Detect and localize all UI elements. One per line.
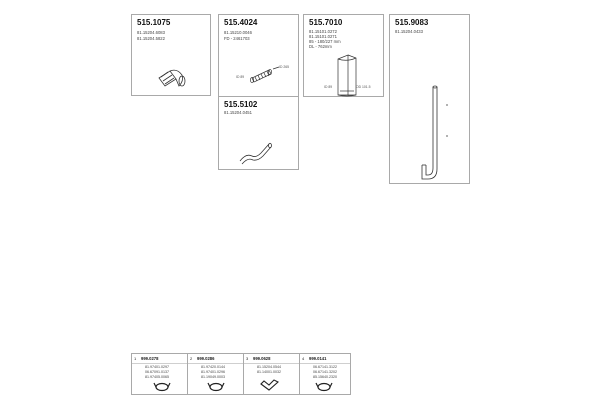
silencer-drawing: [304, 15, 385, 98]
dimension-label: ID 265: [279, 65, 289, 69]
oe-reference: 81.97401.0297: [145, 365, 169, 369]
exhaust-elbow-pipe-drawing: [132, 15, 212, 97]
oe-reference: 81.97401.0296: [201, 370, 225, 374]
item-index: 2: [190, 356, 193, 361]
oe-reference: 81.19049.0003: [201, 375, 225, 379]
tail-pipe-drawing: [390, 15, 471, 185]
part-number: 515.4024: [224, 18, 258, 27]
accessory-item[interactable]: [132, 354, 188, 394]
part-number: 999.0628: [253, 356, 271, 361]
part-number: 515.9083: [395, 18, 429, 27]
item-index: 3: [246, 356, 249, 361]
dimension-label: ID 89: [236, 75, 245, 79]
dimension-label: ID 89: [324, 85, 333, 89]
oe-reference: 06.67141.3122: [313, 365, 337, 369]
bracket-drawing: [244, 354, 300, 394]
oe-reference: 81.15101.0272: [309, 29, 337, 34]
oe-reference: 81.15101.0271: [309, 34, 337, 39]
dimension-label: OD 101.5: [356, 85, 371, 89]
accessories-strip: [131, 353, 351, 395]
clamp-drawing: [300, 354, 350, 394]
part-card-515-1075[interactable]: [131, 14, 211, 96]
part-card-515-9083[interactable]: [389, 14, 470, 184]
part-number: 515.7010: [309, 18, 343, 27]
part-number: 999.0141: [309, 356, 327, 361]
part-number: 515.5102: [224, 100, 258, 109]
part-number: 999.0286: [197, 356, 215, 361]
oe-reference: DL - 762mm: [309, 44, 332, 49]
oe-reference: 81.15204.5822: [137, 36, 165, 41]
accessory-item[interactable]: [188, 354, 244, 394]
oe-reference: 81.15204.0544: [257, 365, 281, 369]
oe-reference: 06.67091.0137: [145, 370, 169, 374]
part-card-515-7010[interactable]: [303, 14, 384, 97]
oe-reference: 81.15204.0433: [395, 29, 423, 34]
oe-reference: 81.14001.0032: [257, 370, 281, 374]
oe-reference: 81.97420.0144: [201, 365, 225, 369]
flexible-hose-drawing: [219, 15, 300, 98]
item-index: 4: [302, 356, 305, 361]
part-number: 515.1075: [137, 18, 171, 27]
intermediate-pipe-drawing: [219, 97, 300, 171]
part-number: 999.0278: [141, 356, 159, 361]
clamp-drawing: [188, 354, 244, 394]
oe-reference: 85.15640.2320: [313, 375, 337, 379]
oe-reference: 81.15210.0046: [224, 30, 252, 35]
item-index: 1: [134, 356, 137, 361]
part-card-515-4024[interactable]: [218, 14, 299, 97]
oe-reference: 81.15204.6083: [137, 30, 165, 35]
accessory-item[interactable]: [300, 354, 350, 394]
oe-reference: FD - 2461703: [224, 36, 250, 41]
accessory-item[interactable]: [244, 354, 300, 394]
oe-reference: 81.97405.0065: [145, 375, 169, 379]
part-card-515-5102[interactable]: [218, 96, 299, 170]
clamp-drawing: [132, 354, 188, 394]
oe-reference: 85 - 180/227 mm: [309, 39, 341, 44]
oe-reference: 81.15204.0451: [224, 110, 252, 115]
oe-reference: 06.67141.3202: [313, 370, 337, 374]
